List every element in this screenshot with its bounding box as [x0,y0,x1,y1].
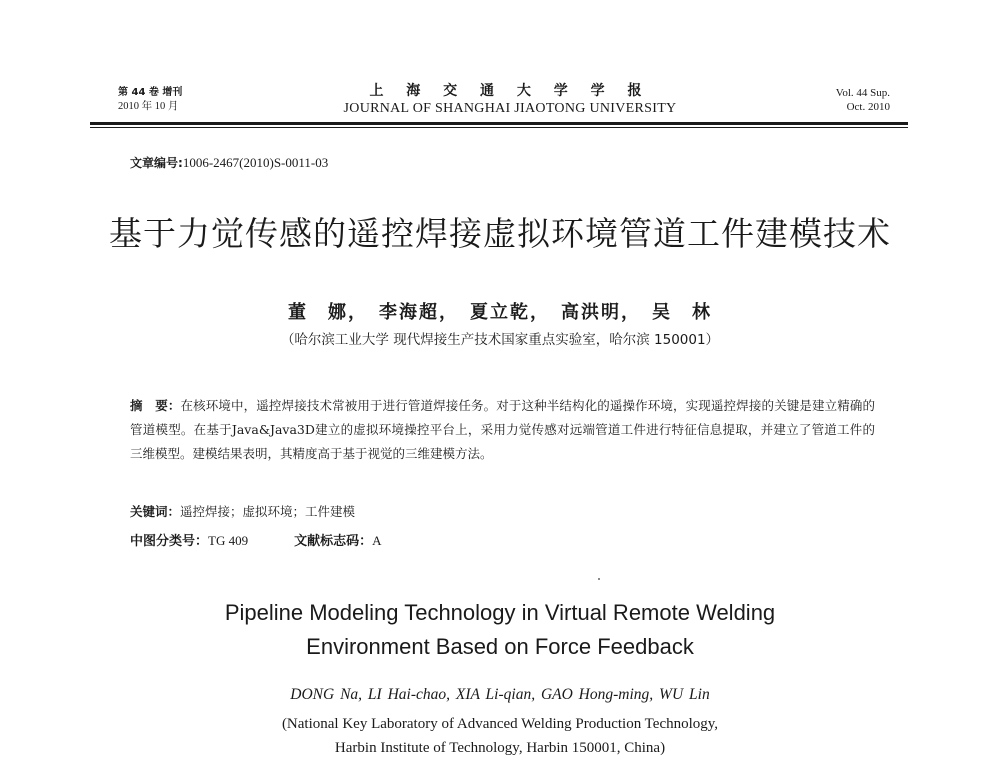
clc-value: TG 409 [208,533,249,548]
affiliation-en-line2: Harbin Institute of Technology, Harbin 150001, China) [334,740,666,756]
journal-date-cn: 2010 年 10 月 [118,101,179,112]
authors-en: DONG Na, LI Hai-chao, XIA Li-qian, GAO Hong-ming, WU Lin [290,686,710,703]
journal-name-block [300,82,720,118]
doc-code-colon: ： [359,534,373,549]
journal-volume-en: Vol. 44 Sup. [835,87,890,99]
affiliation-en [0,712,1000,760]
header-rule-thin [90,127,908,128]
paper-title-en [0,596,1000,664]
paper-title-cn: 基于力觉传感的遥控焊接虚拟环境管道工件建模技术 [109,214,891,253]
doc-code-label: 文献标志码 [294,534,360,549]
paper-title-en-line1: Pipeline Modeling Technology in Virtual Remote Welding [224,600,776,625]
affiliation-cn: （哈尔滨工业大学 现代焊接生产技术国家重点实验室，哈尔滨 150001） [280,332,720,348]
abstract-text: 在核环境中，遥控焊接技术常被用于进行管道焊接任务。对于这种半结构化的遥操作环境，实现遥控焊接的关键是建立精确的管道模型。在基于Java&Java3D建立的虚拟环境操控平台上，采用力觉传感对远端管道工件进行特征信息提取，并建立了管道工件的三维模型。建模结果表明，其精度高于基于视觉的三维建模方法。 [130,398,875,461]
journal-volume-en-block [836,86,890,114]
article-number-colon: : [178,156,183,170]
clc-colon: ： [195,534,209,549]
classification-line [130,530,382,549]
header-rule-thick [90,122,908,125]
journal-name-cn: 上 海 交 通 大 学 学 报 [369,83,651,99]
affiliation-en-line1: (National Key Laboratory of Advanced Welding Production Technology, [281,716,719,732]
article-number-value: 1006-2467(2010)S-0011-03 [182,155,329,170]
keywords-label: 关键词 [130,504,168,519]
clc-label: 中图分类号 [130,534,196,549]
keywords-colon: ： [167,504,181,519]
article-number [130,154,328,171]
article-number-label: 文章编号 [130,156,179,170]
authors-cn: 董 娜， 李海超， 夏立乾， 高洪明， 吴 林 [288,302,712,323]
journal-volume-cn-block [118,86,182,114]
abstract-cn [130,394,875,466]
abstract-colon: ： [167,398,181,413]
journal-date-en: Oct. 2010 [846,101,890,113]
scan-speck [598,578,600,580]
keywords-text: 遥控焊接；虚拟环境；工件建模 [180,504,356,519]
paper-title-en-line2: Environment Based on Force Feedback [306,634,694,659]
keywords-cn [130,502,355,520]
journal-name-en: JOURNAL OF SHANGHAI JIAOTONG UNIVERSITY [343,101,677,116]
journal-volume-cn: 第 44 卷 增刊 [118,87,183,98]
abstract-label: 摘 要 [130,398,168,413]
doc-code-value: A [372,533,382,548]
